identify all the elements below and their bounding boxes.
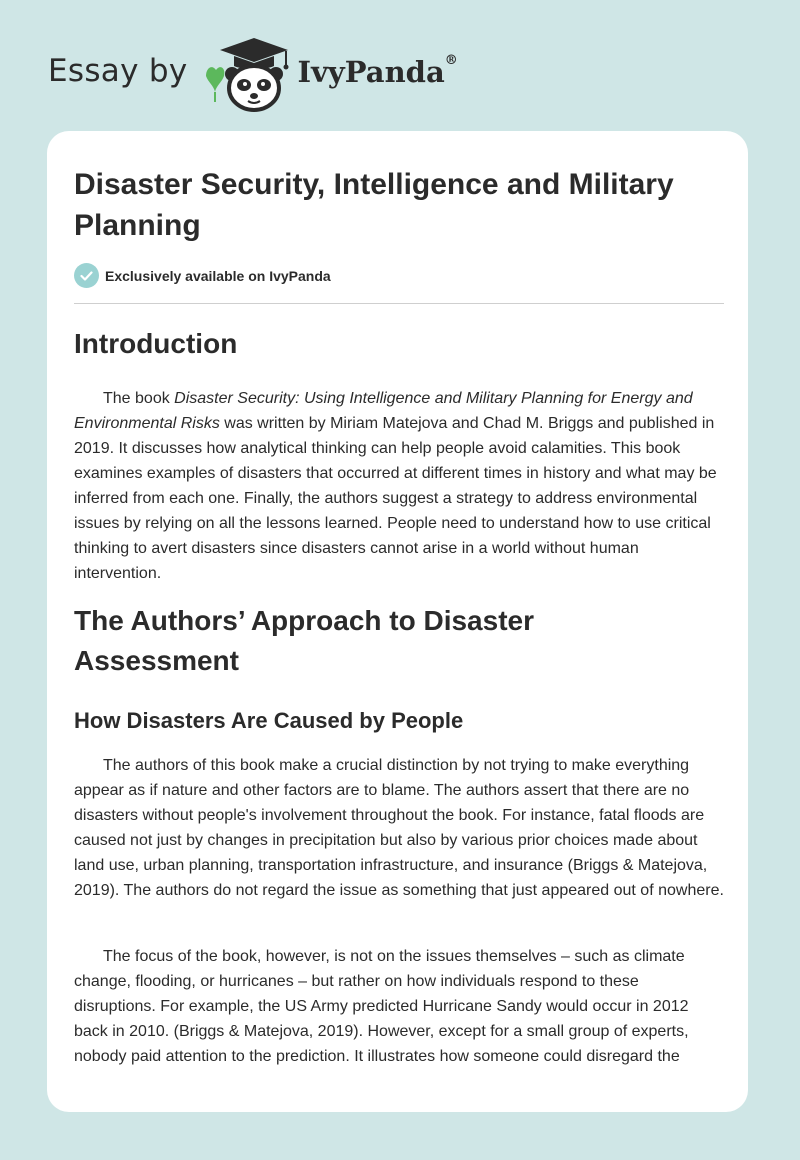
essay-by-label: Essay by <box>48 53 188 89</box>
title-divider <box>74 303 724 304</box>
caused-by-people-heading: How Disasters Are Caused by People <box>74 708 464 733</box>
introduction-paragraph: The book Disaster Security: Using Intelligence and Military Planning for Energy and Environmental Risks was written by Miriam Matejova and Chad M. Briggs and published in 2019. It discusses how analytical thinking can help people avoid calamities. This book examines examples of disasters that occurred at different times in history and what may be inferred from each one. Finally, the authors suggest a strategy to address environmental issues by relying on all the lessons learned. People need to understand how to use critical thinking to avert disasters since disasters cannot arise in a world without human intervention. <box>74 390 717 582</box>
approach-heading: The Authors’ Approach to Disaster Assessment <box>74 605 534 676</box>
ivy-leaf-icon <box>206 67 224 102</box>
book-title: Disaster Security: Using Intelligence and Military Planning for Energy and Environmental Risks <box>74 390 693 432</box>
panda-head-icon <box>225 66 283 110</box>
essay-card <box>47 131 748 1112</box>
registered-mark: ® <box>444 53 458 68</box>
ivypanda-logo-icon[interactable] <box>202 36 292 112</box>
caused-paragraph-2: The focus of the book, however, is not on the issues themselves – such as climate change, flooding, or hurricanes – but rather on how individuals respond to these disruptions. For example, the US Army predicted Hurricane Sandy would occur in 2012 back in 2010. (Briggs & Matejova, 2019). However, except for a small group of experts, nobody paid attention to the prediction. It illustrates how someone could disregard the <box>74 948 689 1065</box>
caused-paragraph-1: The authors of this book make a crucial distinction by not trying to make everything appear as if nature and other factors are to blame. The authors assert that there are no disasters without people's involvement throughout the book. For instance, fatal floods are caused not just by changes in precipitation but also by various prior choices made about land use, urban planning, transportation infrastructure, and insurance (Briggs & Matejova, 2019). The authors do not regard the issue as something that just appeared out of nowhere. <box>74 757 724 899</box>
essay-title: Disaster Security, Intelligence and Military Planning <box>74 168 674 242</box>
brand-name[interactable]: IvyPanda® <box>297 53 458 89</box>
check-circle-icon <box>74 263 99 288</box>
exclusive-badge-label: Exclusively available on IvyPanda <box>105 267 331 284</box>
exclusive-badge <box>74 263 331 288</box>
site-header <box>48 34 458 114</box>
introduction-heading: Introduction <box>74 328 238 359</box>
